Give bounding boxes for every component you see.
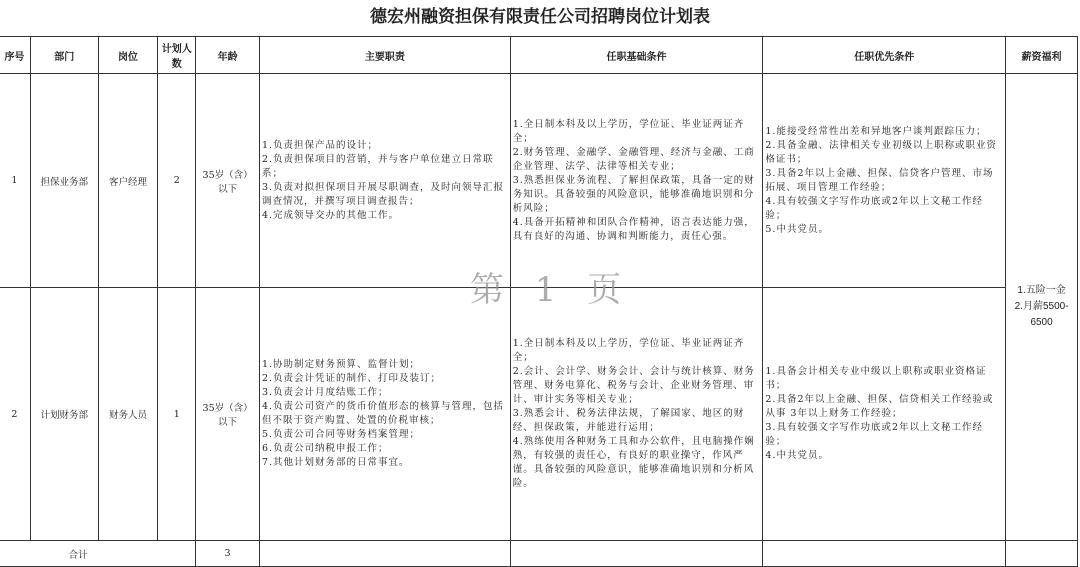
row-preferred <box>763 288 1006 541</box>
row-duties <box>259 288 510 541</box>
list-item: 1.具备会计相关专业中级以上职称或职业资格证书； <box>765 366 987 391</box>
row-count: 1 <box>158 288 196 541</box>
list-item: 4.完成领导交办的其他工作。 <box>261 209 400 221</box>
row-no: 1 <box>0 74 30 288</box>
list-item: 2.具备金融、法律相关专业初级以上职称或职业资格证书； <box>765 139 997 165</box>
list-item: 3.具有较强文字写作功底或2年以上文秘工作经验； <box>765 422 983 447</box>
page-watermark: 第 1 页 <box>470 270 632 310</box>
list-item: 3.负责对拟担保项目开展尽职调查，及时向领导汇报调查情况，并撰写项目调查报告； <box>261 181 505 207</box>
header-duties: 主要职责 <box>259 37 510 74</box>
row-no: 2 <box>0 288 30 541</box>
list-item: 1.全日制本科及以上学历，学位证、毕业证两证齐全； <box>512 338 745 363</box>
header-no: 序号 <box>0 37 30 74</box>
total-label: 合计 <box>0 541 196 567</box>
page-title: 德宏州融资担保有限责任公司招聘岗位计划表 <box>370 7 710 27</box>
header-dept: 部门 <box>30 37 98 74</box>
list-item: 6.负责公司纳税申报工作； <box>261 443 389 454</box>
list-item: 1.能接受经常性出差和异地客户谈判跟踪压力； <box>765 125 987 137</box>
row-post: 财务人员 <box>98 288 158 541</box>
row-basic <box>510 288 763 541</box>
header-basic: 任职基础条件 <box>510 37 763 74</box>
table-row <box>0 288 1078 541</box>
list-item: 3.熟悉担保业务流程、了解担保政策，具备一定的财务知识。具备较强的风险意识，能够准确地识别和分析风险； <box>512 174 755 214</box>
list-item: 3.负责会计月度结账工作； <box>261 387 389 398</box>
list-item: 4.具有较强文字写作功底或2年以上文秘工作经验； <box>765 195 983 221</box>
row-preferred <box>763 74 1006 288</box>
list-item: 4.熟练使用各种财务工具和办公软件，且电脑操作娴熟，有较强的责任心，有良好的职业操守，作风严谨。具备较强的风险意识，能够准确地识别和分析风险。 <box>512 436 755 489</box>
list-item: 1.负责担保产品的设计； <box>261 139 379 151</box>
header-row <box>0 37 1078 74</box>
header-age: 年龄 <box>196 37 260 74</box>
salary-item: 2.月薪5500-6500 <box>1014 301 1069 328</box>
list-item: 2.具备2年以上金融、担保、信贷相关工作经验或从事 3年以上财务工作经验； <box>765 394 994 419</box>
row-dept: 计划财务部 <box>30 288 98 541</box>
total-count: 3 <box>196 541 260 567</box>
list-item: 3.熟悉会计、税务法律法规，了解国家、地区的财经、担保政策，并能进行运用； <box>512 408 745 433</box>
list-item: 7.其他计划财务部的日常事宜。 <box>261 457 410 468</box>
list-item: 4.中共党员。 <box>765 450 829 461</box>
row-age: 35岁（含）以下 <box>196 288 260 541</box>
list-item: 2.财务管理、金融学、金融管理、经济与金融、工商企业管理、法学、法律等相关专业； <box>512 146 755 172</box>
salary-item: 1.五险一金 <box>1017 285 1066 296</box>
header-preferred: 任职优先条件 <box>763 37 1006 74</box>
header-salary: 薪资福利 <box>1006 37 1078 74</box>
row-duties <box>259 74 510 288</box>
list-item: 2.负责会计凭证的制作、打印及装订； <box>261 373 442 384</box>
list-item: 5.中共党员。 <box>765 223 829 235</box>
list-item: 1.全日制本科及以上学历，学位证、毕业证两证齐全； <box>512 118 745 144</box>
list-item: 5.负责公司合同等财务档案管理； <box>261 429 421 440</box>
table-row <box>0 74 1078 288</box>
row-post: 客户经理 <box>98 74 158 288</box>
row-age: 35岁（含）以下 <box>196 74 260 288</box>
list-item: 2.会计、会计学、财务会计、会计与统计核算、财务管理、财务电算化、税务与会计、企业财务管理、审计、审计实务等相关专业； <box>512 366 755 405</box>
row-count: 2 <box>158 74 196 288</box>
salary-cell <box>1006 74 1078 541</box>
row-basic <box>510 74 763 288</box>
list-item: 4.负责公司资产的货币价值形态的核算与管理，包括但不限于资产购置、处置的价税审核； <box>261 401 505 426</box>
list-item: 4.具备开拓精神和团队合作精神，语言表达能力强，具有良好的沟通、协调和判断能力，责任心强。 <box>512 216 755 242</box>
row-dept: 担保业务部 <box>30 74 98 288</box>
header-post: 岗位 <box>98 37 158 74</box>
list-item: 1.协助制定财务预算、监督计划； <box>261 359 421 370</box>
list-item: 2.负责担保项目的营销，并与客户单位建立日常联系； <box>261 153 494 179</box>
list-item: 3.具备2年以上金融、担保、信贷客户管理、市场拓展、项目管理工作经验； <box>765 167 994 193</box>
header-count: 计划人数 <box>158 37 196 74</box>
